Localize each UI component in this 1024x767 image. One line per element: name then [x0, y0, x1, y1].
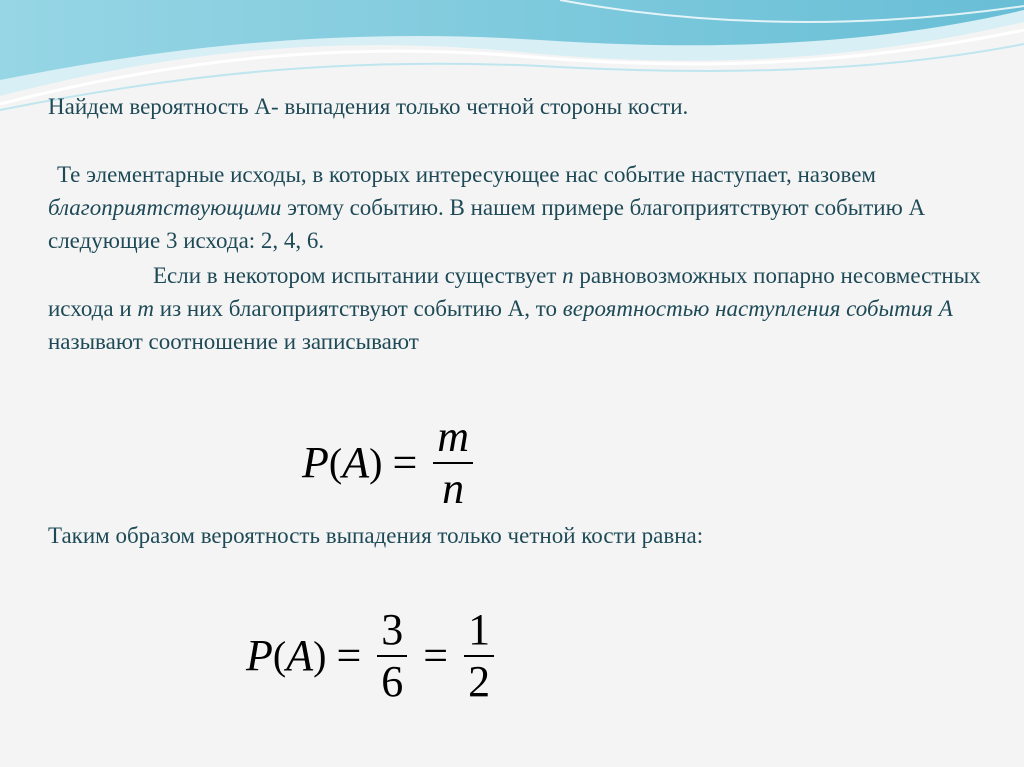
- formula-2-numerator-2: 1: [468, 605, 491, 654]
- formula-2-fraction-2: [464, 605, 494, 706]
- paragraph-2-text-a: Если в некотором испытании существует: [153, 263, 563, 288]
- paragraph-2-text-b: равновозможных попарно несовместных исхода и: [48, 263, 981, 321]
- formula-2-denominator-1: 6: [381, 657, 404, 706]
- formula-2-denominator-2: 2: [468, 657, 491, 706]
- formula-1-denominator: n: [442, 464, 465, 513]
- formula-1-open-paren: (: [328, 440, 343, 485]
- formula-2-fraction-1: [377, 605, 407, 706]
- formula-2-equals-1: =: [336, 631, 362, 680]
- term-probability: вероятностью наступления события А: [562, 296, 953, 321]
- formula-2-func: P: [246, 631, 273, 680]
- paragraph-1-text-a: Те элементарные исходы, в которых интересующее нас событие наступает, назовем: [57, 162, 876, 187]
- var-m: m: [137, 296, 155, 321]
- formula-1-func: P: [302, 438, 329, 487]
- formula-2-equals-2: =: [423, 631, 449, 680]
- formula-1-arg: A: [342, 438, 370, 487]
- formula-2-arg: A: [286, 631, 314, 680]
- var-n: n: [562, 263, 574, 288]
- formula-probability-result: [246, 605, 500, 706]
- formula-1-numerator: m: [437, 412, 470, 461]
- formula-probability-definition: [302, 412, 479, 513]
- formula-2-numerator-1: 3: [381, 605, 404, 654]
- paragraph-probability-definition: [48, 259, 988, 358]
- paragraph-1-text-b: этому событию. В нашем примере благоприятствуют событию А следующие 3 исхода: 2, 4, 6.: [48, 195, 926, 253]
- formula-2-open-paren: (: [272, 633, 287, 678]
- term-favorable: благоприятствующими: [48, 195, 282, 220]
- paragraph-2-text-d: называют соотношение и записывают: [48, 329, 419, 354]
- conclusion-text: Таким образом вероятность выпадения только четной кости равна:: [48, 523, 704, 548]
- formula-2-close-paren: ): [313, 633, 327, 678]
- paragraph-favorable-outcomes: [48, 158, 988, 257]
- formula-1-fraction: [433, 412, 473, 513]
- formula-1-equals: =: [392, 438, 418, 487]
- paragraph-2-text-c: из них благоприятствуют событию А, то: [154, 296, 563, 321]
- formula-1-close-paren: ): [369, 440, 383, 485]
- slide-heading: Найдем вероятность А- выпадения только четной стороны кости.: [48, 94, 689, 119]
